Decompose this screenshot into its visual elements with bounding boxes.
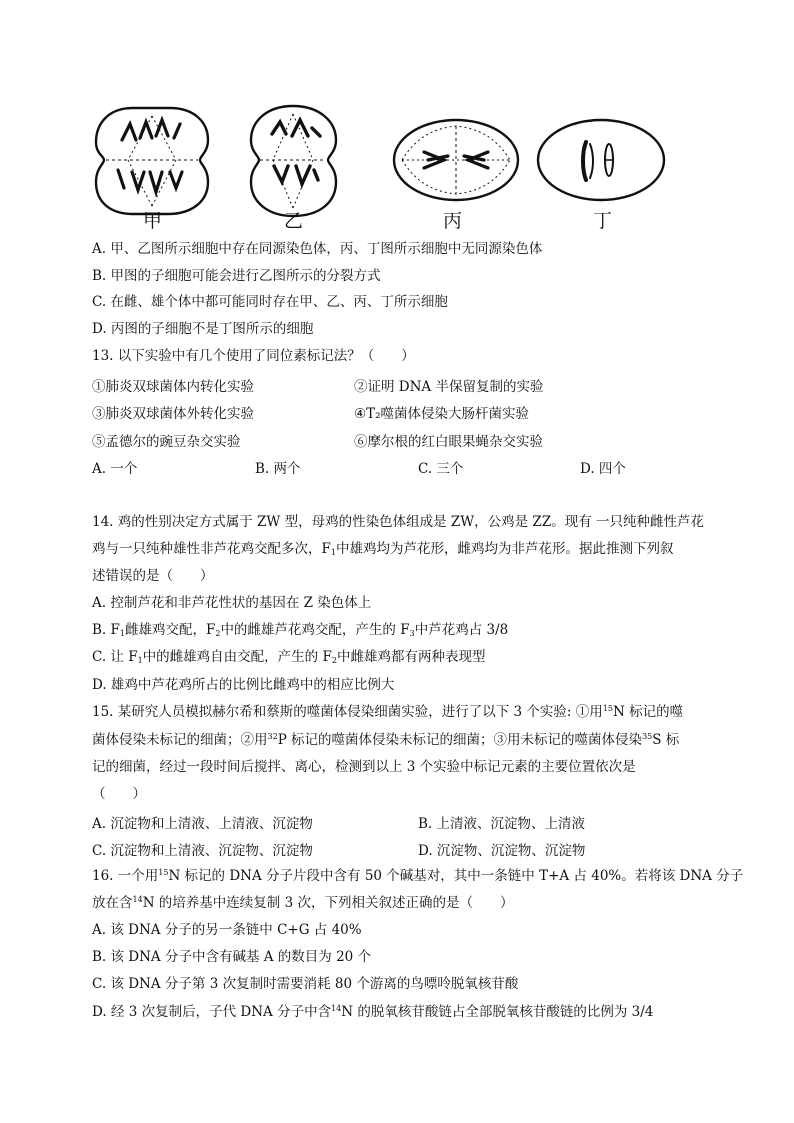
q15-stem-line4: （ ） xyxy=(92,786,146,802)
q13-item-2: ②证明 DNA 半保留复制的实验 xyxy=(354,379,544,395)
q15-option-d: D. 沉淀物、沉淀物、沉淀物 xyxy=(418,843,586,859)
q13-item-4: ④T₂噬菌体侵染大肠杆菌实验 xyxy=(354,406,530,422)
q13-option-a: A. 一个 xyxy=(92,461,138,477)
cell-ding-diagram xyxy=(538,120,664,200)
q15-stem-line2: 菌体侵染未标记的细菌；②用$^{32}$P 标记的噬菌体侵染未标记的细菌；③用未标记的噬菌体侵染$^{35}$S 标 xyxy=(92,732,680,748)
q15-option-c: C. 沉淀物和上清液、沉淀物、沉淀物 xyxy=(92,843,313,859)
q14-stem-line3: 述错误的是（ ） xyxy=(92,568,214,584)
cell-diagrams-svg xyxy=(88,94,678,239)
label-jia: 甲 xyxy=(143,210,163,232)
q16-option-a: A. 该 DNA 分子的另一条链中 C+G 占 40% xyxy=(92,922,362,938)
q15-stem-line1: 15. 某研究人员模拟赫尔希和蔡斯的噬菌体侵染细菌实验，进行了以下 3 个实验: ①用$^{15}$N 标记的噬 xyxy=(92,704,684,720)
cell-jia-diagram xyxy=(96,108,208,214)
cell-yi-diagram xyxy=(251,106,336,216)
q13-item-3: ③肺炎双球菌体外转化实验 xyxy=(92,406,254,422)
q14-option-a: A. 控制芦花和非芦花性状的基因在 Z 染色体上 xyxy=(92,595,372,611)
q16-option-b: B. 该 DNA 分子中含有碱基 A 的数目为 20 个 xyxy=(92,949,372,965)
q13-option-b: B. 两个 xyxy=(255,461,301,477)
q13-item-6: ⑥摩尔根的红白眼果蝇杂交实验 xyxy=(354,434,543,450)
q12-option-a: A. 甲、乙图所示细胞中存在同源染色体，丙、丁图所示细胞中无同源染色体 xyxy=(92,241,543,257)
q16-option-c: C. 该 DNA 分子第 3 次复制时需要消耗 80 个游离的鸟嘌呤脱氧核苷酸 xyxy=(92,976,519,992)
q16-option-d: D. 经 3 次复制后，子代 DNA 分子中含$^{14}$N 的脱氧核苷酸链占全部脱氧核苷酸链的比例为 3/4 xyxy=(92,1004,654,1020)
q15-option-a: A. 沉淀物和上清液、上清液、沉淀物 xyxy=(92,816,313,832)
q13-stem: 13. 以下实验中有几个使用了同位素标记法？（ ） xyxy=(92,348,415,364)
q13-item-5: ⑤孟德尔的豌豆杂交实验 xyxy=(92,434,241,450)
cell-bing-diagram xyxy=(394,120,518,200)
q16-stem-line1: 16. 一个用$^{15}$N 标记的 DNA 分子片段中含有 50 个碱基对，其中一条链中 T+A 占 40%。若将该 DNA 分子 xyxy=(92,868,744,884)
q12-option-c: C. 在雌、雄个体中都可能同时存在甲、乙、丙、丁所示细胞 xyxy=(92,294,448,310)
label-bing: 丙 xyxy=(443,210,463,232)
q13-option-d: D. 四个 xyxy=(580,461,626,477)
label-ding: 丁 xyxy=(593,210,613,232)
q14-option-b: B. $F_1$雌雄鸡交配，$F_2$中的雌雄芦花鸡交配，产生的 $F_3$中芦花鸡占 3/8 xyxy=(92,622,509,638)
q12-option-b: B. 甲图的子细胞可能会进行乙图所示的分裂方式 xyxy=(92,268,381,284)
q14-option-c: C. 让 $F_1$中的雌雄鸡自由交配，产生的 $F_2$中雌雄鸡都有两种表现型 xyxy=(92,649,486,665)
q14-option-d: D. 雄鸡中芦花鸡所占的比例比雌鸡中的相应比例大 xyxy=(92,677,395,693)
label-yi: 乙 xyxy=(284,210,304,232)
cell-division-figure xyxy=(88,94,678,239)
q13-item-1: ①肺炎双球菌体内转化实验 xyxy=(92,379,254,395)
q15-option-b: B. 上清液、沉淀物、上清液 xyxy=(418,816,586,832)
q12-option-d: D. 丙图的子细胞不是丁图所示的细胞 xyxy=(92,321,314,337)
q15-stem-line3: 记的细菌，经过一段时间后搅拌、离心，检测到以上 3 个实验中标记元素的主要位置依次是 xyxy=(92,759,636,775)
q13-option-c: C. 三个 xyxy=(418,461,464,477)
q14-stem-line2: 鸡与一只纯种雄性非芦花鸡交配多次，$F_1$中雄鸡均为芦花形，雌鸡均为非芦花形。据此推测下列叙 xyxy=(92,541,674,557)
q14-stem-line1: 14. 鸡的性别决定方式属于 ZW 型，母鸡的性染色体组成是 ZW，公鸡是 ZZ。现有 一只纯种雌性芦花 xyxy=(92,514,704,530)
q16-stem-line2: 放在含$^{14}$N 的培养基中连续复制 3 次，下列相关叙述正确的是（ ） xyxy=(92,895,514,911)
